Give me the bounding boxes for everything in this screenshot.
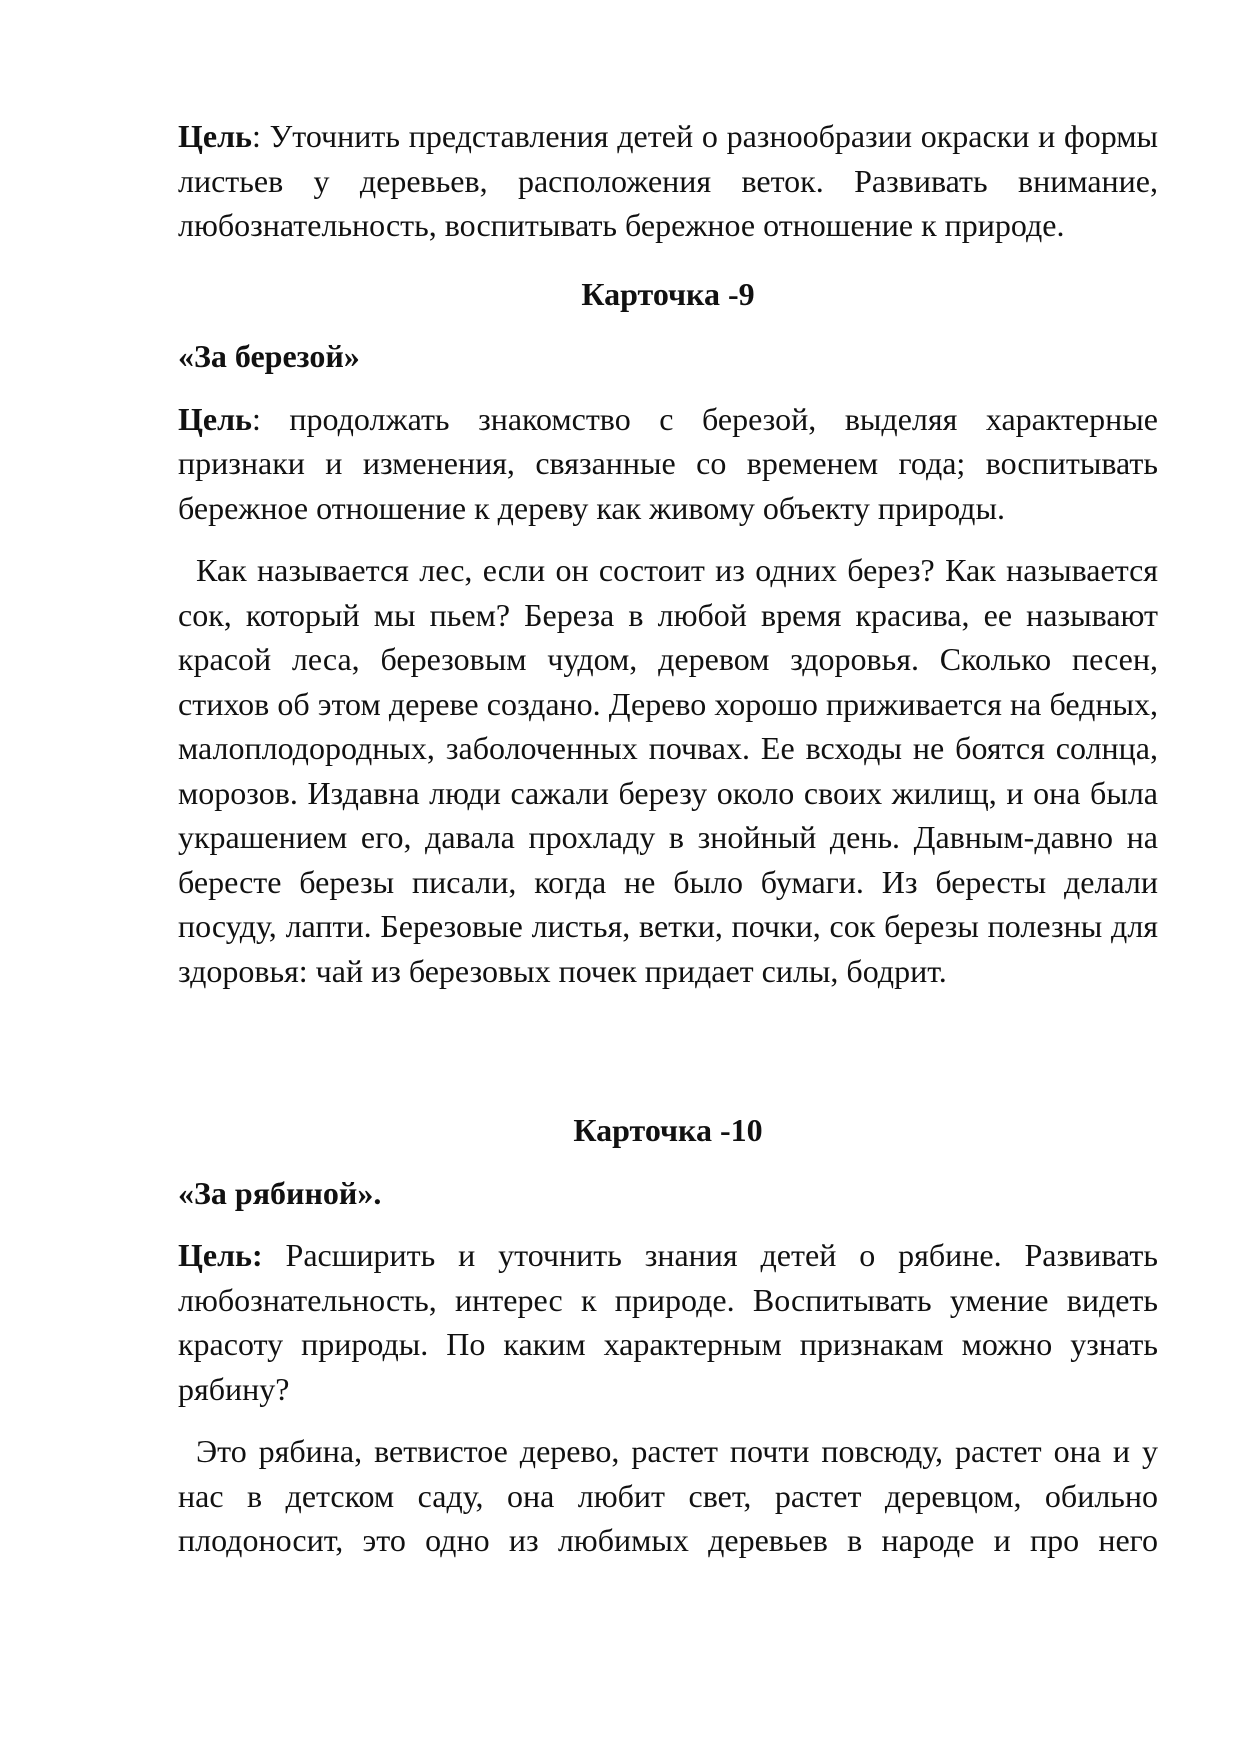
- card10-goal-paragraph: [178, 1233, 1158, 1411]
- card9-goal-text: : продолжать знакомство с березой, выделяя характерные признаки и изменения, связанные со временем года; воспитывать бережное отношение к дереву как живому объекту природы.: [178, 400, 1158, 526]
- page-content: [178, 114, 1158, 1563]
- intro-goal-paragraph: [178, 114, 1158, 248]
- card10-title: Карточка -10: [573, 1112, 763, 1148]
- card9-body: Как называется лес, если он состоит из одних берез? Как называется сок, который мы пьем? Береза в любой время красива, ее называют красой леса, березовым чудом, деревом здоровья. Сколько песен, стихов об этом дереве создано. Дерево хорошо приживается на бедных, малоплодородных, заболоченных почвах. Ее всходы не боятся солнца, морозов. Издавна люди сажали березу около своих жилищ, и она была украшением его, давала прохладу в знойный день. Давным-давно на бересте березы писали, когда не было бумаги. Из бересты делали посуду, лапти. Березовые листья, ветки, почки, сок березы полезны для здоровья: чай из березовых почек придает силы, бодрит.: [178, 552, 1158, 989]
- card9-subtitle: «За березой»: [178, 338, 360, 374]
- card9-goal-label: Цель: [178, 400, 252, 437]
- card10-subtitle: «За рябиной».: [178, 1174, 382, 1211]
- card10-body: Это рябина, ветвистое дерево, растет почти повсюду, растет она и у нас в детском саду, она любит свет, растет деревцом, обильно плодоносит, это одно из любимых деревьев в народе и про него: [178, 1433, 1158, 1558]
- card9-goal-paragraph: [178, 397, 1158, 531]
- intro-goal-label: Цель: [178, 118, 252, 154]
- card10-goal-label: Цель:: [178, 1237, 263, 1273]
- card10-goal-text: Расширить и уточнить знания детей о рябине. Развивать любознательность, интерес к природе. Воспитывать умение видеть красоту природы. По каким характерным признакам можно узнать рябину?: [178, 1237, 1158, 1407]
- card9-title: Карточка -9: [581, 275, 755, 312]
- intro-goal-text: : Уточнить представления детей о разнообразии окраски и формы листьев у деревьев, расположения веток. Развивать внимание, любознательность, воспитывать бережное отношение к природе.: [178, 118, 1158, 243]
